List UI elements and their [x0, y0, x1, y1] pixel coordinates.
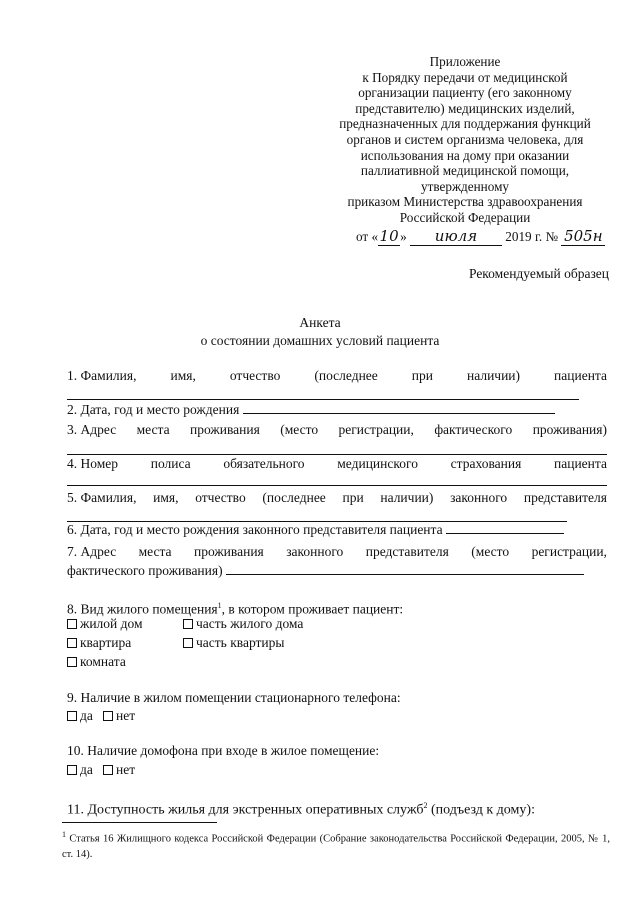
question-2 [67, 401, 607, 418]
question-word: 1. Фамилия, [67, 368, 137, 383]
question-9: 9. Наличие в жилом помещении стационарного телефона: [67, 690, 401, 705]
appendix-line: Приложение [429, 54, 501, 69]
checkbox-icon[interactable] [67, 638, 77, 648]
option-apartment[interactable] [67, 635, 131, 651]
question-8 [67, 597, 607, 618]
footnote-marker: 1 [62, 830, 66, 839]
footnote-ref-1: 1 [217, 601, 222, 610]
answer-line-1[interactable] [67, 399, 579, 400]
question-word: представителя [365, 544, 449, 559]
answer-field-7[interactable] [226, 562, 584, 575]
option-phone-yes[interactable] [67, 708, 93, 724]
appendix-block [330, 54, 600, 226]
question-11-label-rest: (подъезд к дому): [427, 802, 535, 818]
question-word: полиса [150, 456, 191, 471]
question-word: имя, [170, 368, 196, 383]
appendix-line: к Порядку передачи от медицинской [362, 69, 568, 85]
question-word: пациента [554, 368, 607, 383]
question-word: регистрации, [338, 422, 414, 437]
order-number: 505н [561, 227, 605, 246]
question-word: места [136, 422, 170, 437]
checkbox-icon[interactable] [183, 619, 193, 629]
order-signature-line [356, 227, 605, 246]
question-word: законного [286, 544, 344, 559]
question-word: (место [280, 422, 319, 437]
appendix-line: представителю) медицинских изделий, [355, 100, 575, 116]
question-4 [67, 455, 607, 472]
question-8-label-rest: , в котором проживает пациент: [221, 601, 404, 617]
appendix-line: утвержденному [420, 178, 510, 194]
question-word: пациента [554, 456, 607, 471]
appendix-line: предназначенных для поддержания функций [339, 116, 591, 132]
question-5 [67, 489, 607, 506]
footnote-text: Статья 16 Жилищного кодекса Российской Федерации (Собрание законодательства Российской Федерации, 2005, № 1, ст. 14). [62, 833, 610, 860]
question-word: имя, [153, 490, 179, 505]
appendix-line: органов и систем организма человека, для [346, 131, 584, 147]
option-label: да [80, 708, 93, 723]
option-intercom-no[interactable] [103, 762, 135, 778]
question-word: фактического [434, 422, 513, 437]
question-word: отчество [229, 368, 281, 383]
footnote-1 [62, 827, 610, 862]
option-label: да [80, 762, 93, 777]
option-label: комната [80, 654, 126, 669]
question-word: обязательного [223, 456, 305, 471]
question-word: проживания) [532, 422, 607, 437]
checkbox-icon[interactable] [103, 711, 113, 721]
appendix-line: организации пациенту (его законному [358, 85, 572, 101]
question-word: медицинского [337, 456, 418, 471]
question-8-label: 8. Вид жилого помещения [67, 601, 218, 617]
option-phone-no[interactable] [103, 708, 135, 724]
question-10: 10. Наличие домофона при входе в жилое помещение: [67, 743, 380, 758]
form-subtitle: о состоянии домашних условий пациента [200, 333, 440, 348]
question-word: 7. Адрес [67, 544, 117, 559]
question-7-line-2 [67, 562, 607, 579]
question-11-label: 11. Доступность жилья для экстренных оперативных служб [67, 802, 424, 818]
question-word: законного [450, 490, 508, 505]
checkbox-icon[interactable] [67, 657, 77, 667]
appendix-line: паллиативной медицинской помощи, [360, 163, 570, 179]
question-word: (последнее [262, 490, 326, 505]
sig-mid: » [400, 229, 410, 244]
question-word: отчество [195, 490, 246, 505]
sig-year: 2019 г. № [501, 229, 562, 244]
question-word: наличии) [380, 490, 434, 505]
question-word: проживания [190, 422, 260, 437]
option-label: часть квартиры [196, 635, 285, 650]
option-part-apartment[interactable] [183, 635, 284, 651]
question-word: представителя [523, 490, 607, 505]
option-label: нет [116, 708, 136, 723]
checkbox-icon[interactable] [183, 638, 193, 648]
question-word: при [342, 490, 364, 505]
appendix-line: Российской Федерации [399, 209, 531, 225]
option-label: часть жилого дома [196, 616, 304, 631]
option-house[interactable] [67, 616, 143, 632]
question-word: наличии) [467, 368, 521, 383]
question-word: при [411, 368, 433, 383]
order-month: июля [410, 227, 502, 246]
question-11 [67, 797, 607, 819]
form-title: Анкета [299, 315, 341, 330]
question-word: места [138, 544, 172, 559]
option-label: квартира [80, 635, 132, 650]
option-label: жилой дом [80, 616, 143, 631]
question-word: проживания [193, 544, 264, 559]
option-room[interactable] [67, 654, 126, 670]
question-2-label: 2. Дата, год и место рождения [67, 402, 240, 417]
question-word: (место [471, 544, 510, 559]
sig-prefix: от « [356, 229, 379, 244]
recommended-sample-label: Рекомендуемый образец [468, 266, 609, 281]
footnote-divider [62, 822, 217, 823]
option-intercom-yes[interactable] [67, 762, 93, 778]
question-word: страхования [450, 456, 522, 471]
question-6-label: 6. Дата, год и место рождения законного представителя пациента [67, 522, 443, 537]
question-word: (последнее [314, 368, 378, 383]
question-word: 4. Номер [67, 456, 119, 471]
checkbox-icon[interactable] [67, 711, 77, 721]
question-7 [67, 543, 607, 560]
question-3 [67, 421, 607, 438]
order-day: 10 [379, 227, 399, 245]
footnote-ref-2: 2 [423, 801, 428, 810]
question-7-label-2: фактического проживания) [67, 563, 223, 578]
checkbox-icon[interactable] [103, 765, 113, 775]
option-label: нет [116, 762, 136, 777]
checkbox-icon[interactable] [67, 765, 77, 775]
question-6 [67, 521, 607, 538]
checkbox-icon[interactable] [67, 619, 77, 629]
answer-field-6[interactable] [446, 521, 564, 534]
appendix-line: использования на дому при оказании [360, 147, 570, 163]
question-1 [67, 367, 607, 384]
answer-line-4[interactable] [67, 485, 607, 486]
question-word: регистрации, [531, 544, 607, 559]
question-word: 5. Фамилия, [67, 490, 137, 505]
appendix-line: приказом Министерства здравоохранения [347, 194, 583, 210]
question-word: 3. Адрес [67, 422, 117, 437]
answer-field-2[interactable] [243, 401, 555, 414]
option-part-house[interactable] [183, 616, 303, 632]
